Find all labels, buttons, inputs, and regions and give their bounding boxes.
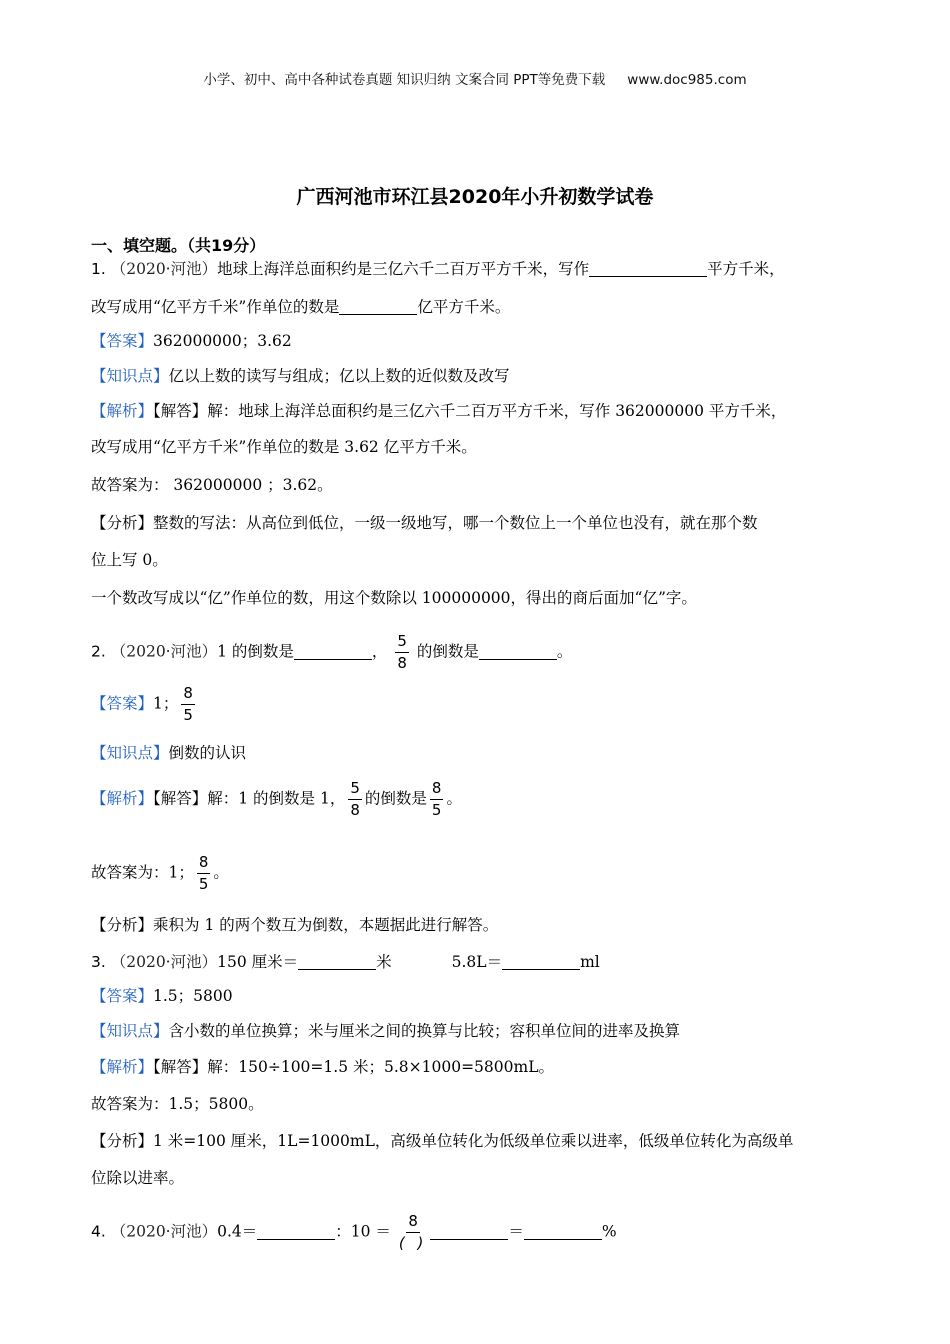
- q2-frac-numerator: 5: [395, 634, 409, 653]
- q2-blank-1: [294, 641, 372, 660]
- q1-knowledge: [91, 366, 510, 386]
- q2-analysis-fraction-2: [430, 781, 444, 818]
- answer-label: 【答案】: [91, 332, 154, 350]
- q1-answer-value: 362000000；3.62: [153, 332, 292, 350]
- q2-answer-denominator: 5: [183, 706, 193, 724]
- q3-blank-1: [298, 951, 376, 970]
- analysis-label: 【解析】: [91, 402, 154, 420]
- q1-blank-1: [589, 258, 707, 277]
- q2-source: （2020·河池）: [110, 642, 218, 661]
- q4-text-a: 0.4＝: [217, 1222, 258, 1241]
- q2-text-c: 的倒数是: [416, 642, 479, 661]
- q4-blank-1: [257, 1221, 335, 1240]
- q3-line: [91, 951, 600, 972]
- q3-text-d: ml: [580, 953, 600, 971]
- q4-blank-2: [430, 1221, 508, 1240]
- q2-analysis-frac2-numerator: 8: [430, 781, 444, 800]
- q2-blank-2: [479, 641, 557, 660]
- q1-text-2-unit: 亿平方千米。: [417, 298, 511, 316]
- knowledge-label: 【知识点】: [91, 367, 169, 385]
- q2-number: 2.: [91, 642, 106, 661]
- q3-blank-2: [502, 951, 580, 970]
- q1-explain-2: 位上写 0。: [91, 551, 168, 569]
- header-text: 小学、初中、高中各种试卷真题 知识归纳 文案合同 PPT等免费下载: [203, 72, 606, 88]
- q3-knowledge: [91, 1021, 680, 1041]
- q2-frac-denominator: 8: [397, 654, 407, 672]
- q4-line: [91, 1214, 617, 1251]
- q2-analysis-text-a: 【解答】解：1 的倒数是 1，: [153, 789, 346, 808]
- q1-final: 故答案为： 362000000 ；3.62。: [91, 476, 333, 494]
- analysis-label: 【解析】: [91, 1058, 154, 1076]
- q2-answer-fraction: [181, 686, 195, 723]
- answer-label: 【答案】: [91, 694, 154, 713]
- q2-knowledge: [91, 743, 246, 763]
- q3-number: 3.: [91, 953, 106, 971]
- q3-knowledge-value: 含小数的单位换算；米与厘米之间的换算与比较；容积单位间的进率及换算: [168, 1022, 681, 1040]
- q3-text-b: 米: [376, 953, 392, 971]
- q1-explain-text: 整数的写法：从高位到低位，一级一级地写，哪一个数位上一个单位也没有，就在那个数: [153, 514, 758, 532]
- q1-answer: [91, 331, 292, 351]
- q1-text: 地球上海洋总面积约是三亿六千二百万平方千米，写作: [217, 260, 590, 278]
- q3-analysis-text: 【解答】解：150÷100=1.5 米；5.8×1000=5800mL。: [153, 1058, 554, 1076]
- q4-number: 4.: [91, 1222, 106, 1241]
- q2-analysis-text-b: 的倒数是: [364, 789, 427, 808]
- q4-frac-denominator: ( ): [398, 1234, 428, 1252]
- q2-analysis-frac1-numerator: 5: [348, 781, 362, 800]
- q1-explain-1: [91, 513, 758, 533]
- q4-text-d: %: [601, 1222, 617, 1241]
- q3-source: （2020·河池）: [110, 953, 218, 971]
- q1-explain-3: 一个数改写成以“亿”作单位的数，用这个数除以 100000000，得出的商后面加“亿”字。: [91, 589, 697, 607]
- q1-analysis-text: 【解答】解：地球上海洋总面积约是三亿六千二百万平方千米，写作 362000000 平方千米，: [153, 402, 787, 420]
- explain-label: 【分析】: [91, 916, 154, 934]
- q3-analysis: [91, 1057, 554, 1077]
- q1-blank-2: [339, 296, 417, 315]
- explain-label: 【分析】: [91, 1132, 154, 1150]
- q2-knowledge-value: 倒数的认识: [168, 744, 247, 762]
- q4-text-c: ＝: [508, 1222, 524, 1241]
- q3-final: 故答案为：1.5；5800。: [91, 1095, 264, 1113]
- q2-line: [91, 634, 572, 671]
- header-url[interactable]: www.doc985.com: [627, 72, 747, 88]
- q2-fraction: [395, 634, 409, 671]
- q4-source: （2020·河池）: [110, 1222, 218, 1241]
- q1-text-unit: 平方千米，: [707, 260, 785, 278]
- q4-blank-3: [524, 1221, 602, 1240]
- q2-final-denominator: 5: [198, 875, 209, 893]
- section-heading: 一、填空题。（共19分）: [91, 236, 266, 255]
- q2-final-fraction: [197, 855, 211, 892]
- q4-frac-numerator: 8: [406, 1214, 420, 1233]
- q2-final-text: 故答案为：1；: [91, 863, 194, 882]
- answer-label: 【答案】: [91, 987, 154, 1005]
- knowledge-label: 【知识点】: [91, 1022, 169, 1040]
- page-header: [0, 68, 950, 88]
- q4-fraction: [399, 1214, 427, 1251]
- q2-answer: [91, 686, 198, 723]
- q2-text-b: ，: [371, 642, 388, 661]
- q1-knowledge-value: 亿以上数的读写与组成；亿以上数的近似数及改写: [168, 367, 510, 385]
- q2-text-d: 。: [556, 642, 573, 661]
- q2-final-numerator: 8: [197, 855, 211, 874]
- q4-text-b: ：10 ＝: [335, 1222, 391, 1241]
- q3-text-c: 5.8L＝: [451, 953, 503, 971]
- q2-analysis-frac1-denominator: 8: [350, 801, 360, 819]
- q2-analysis: [91, 781, 462, 818]
- q3-explain-1: [91, 1131, 793, 1151]
- q2-analysis-frac2-denominator: 5: [431, 801, 442, 819]
- q3-text-a: 150 厘米＝: [217, 953, 299, 971]
- q2-explain: [91, 915, 498, 935]
- q2-text-a: 1 的倒数是: [217, 642, 294, 661]
- q1-line2: [91, 296, 510, 317]
- q1-analysis-1: [91, 401, 786, 421]
- q2-analysis-fraction-1: [348, 781, 362, 818]
- q1-analysis-2: 改写成用“亿平方千米”作单位的数是 3.62 亿平方千米。: [91, 438, 477, 456]
- q2-analysis-text-c: 。: [446, 789, 462, 808]
- q1-source: （2020·河池）: [110, 260, 218, 278]
- explain-label: 【分析】: [91, 514, 154, 532]
- page-title: 广西河池市环江县2020年小升初数学试卷: [296, 186, 654, 208]
- knowledge-label: 【知识点】: [91, 744, 169, 762]
- q3-answer: [91, 986, 233, 1006]
- q1-number: 1.: [91, 260, 106, 278]
- q2-final: [91, 855, 229, 892]
- q2-final-end: 。: [213, 863, 229, 882]
- analysis-label: 【解析】: [91, 789, 154, 808]
- q2-explain-text: 乘积为 1 的两个数互为倒数，本题据此进行解答。: [153, 916, 499, 934]
- q2-answer-value: 1；: [153, 694, 179, 713]
- q3-answer-value: 1.5；5800: [153, 987, 233, 1005]
- q3-explain-text: 1 米=100 厘米，1L=1000mL，高级单位转化为低级单位乘以进率，低级单位转化为高级单: [153, 1132, 794, 1150]
- q1-text-2: 改写成用“亿平方千米”作单位的数是: [91, 298, 340, 316]
- q2-answer-numerator: 8: [181, 686, 195, 705]
- q1-line1: [91, 258, 785, 279]
- q3-explain-2: 位除以进率。: [91, 1169, 185, 1187]
